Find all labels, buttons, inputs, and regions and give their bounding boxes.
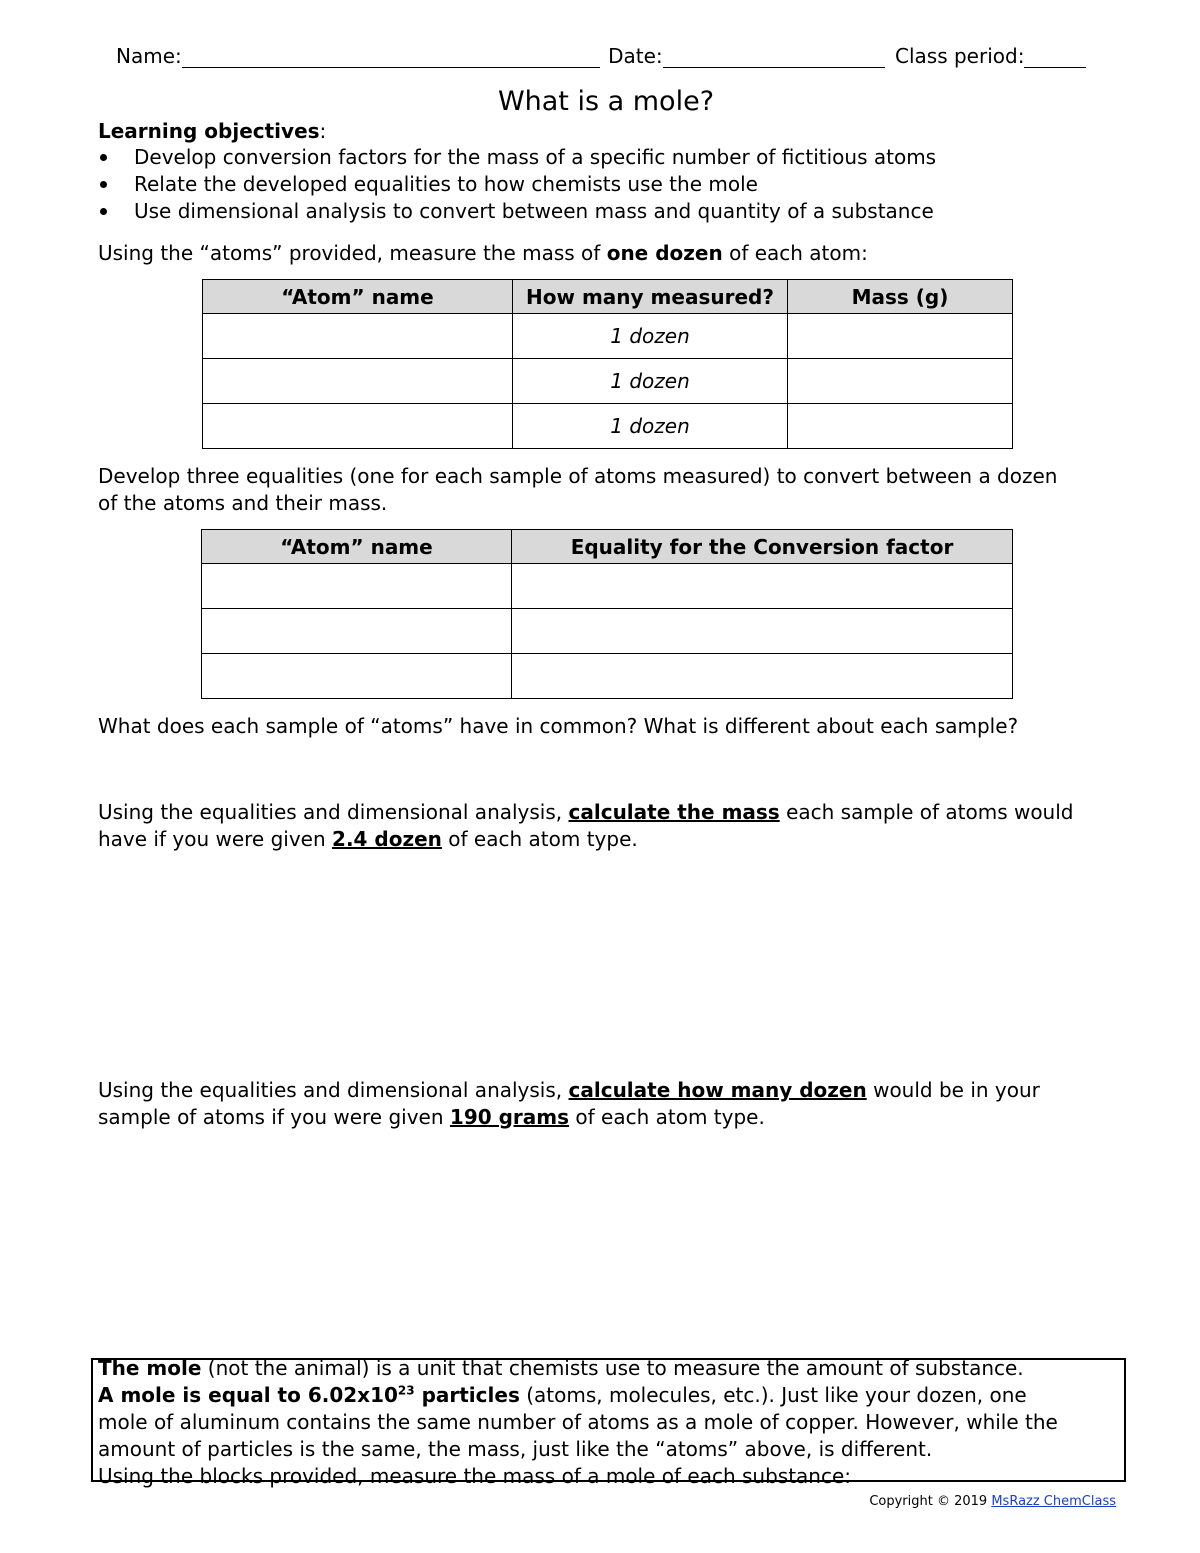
mass-table xyxy=(202,279,1013,449)
table-row xyxy=(202,654,1013,699)
question-common: What does each sample of “atoms” have in common? What is different about each sample? xyxy=(98,714,1019,738)
table-row xyxy=(203,404,1013,449)
table-row xyxy=(202,609,1013,654)
instruction-equalities-line1: Develop three equalities (one for each sample of atoms measured) to convert between a dozen xyxy=(98,464,1058,488)
question-calc-mass-line1: Using the equalities and dimensional analysis, calculate the mass each sample of atoms would xyxy=(98,800,1074,824)
list-item: Develop conversion factors for the mass of a specific number of fictitious atoms xyxy=(98,144,936,171)
copyright-text: Copyright © 2019 xyxy=(869,1494,992,1509)
atom-name-cell[interactable] xyxy=(203,314,513,359)
mole-box-line4: amount of particles is the same, the mass, just like the “atoms” above, is different. xyxy=(98,1437,933,1461)
list-item: Relate the developed equalities to how chemists use the mole xyxy=(98,171,936,198)
equality-cell[interactable] xyxy=(512,609,1013,654)
equality-table xyxy=(201,529,1013,699)
quantity-cell: 1 dozen xyxy=(513,359,788,404)
period-label: Class period: xyxy=(895,44,1025,68)
mass-cell[interactable] xyxy=(788,404,1013,449)
list-item: Use dimensional analysis to convert between mass and quantity of a substance xyxy=(98,198,936,225)
date-label: Date: xyxy=(608,44,663,68)
column-header: “Atom” name xyxy=(203,280,513,314)
instruction-measure: Using the “atoms” provided, measure the mass of one dozen of each atom: xyxy=(98,241,868,265)
bullet-icon xyxy=(100,208,107,215)
copyright-footer xyxy=(869,1494,1116,1509)
date-blank[interactable] xyxy=(663,49,885,68)
column-header: “Atom” name xyxy=(202,530,512,564)
table-header-row xyxy=(203,280,1013,314)
column-header: Equality for the Conversion factor xyxy=(512,530,1013,564)
atom-name-cell[interactable] xyxy=(203,359,513,404)
name-label: Name: xyxy=(116,44,182,68)
header-row xyxy=(116,44,1086,68)
table-row xyxy=(203,314,1013,359)
bullet-icon xyxy=(100,154,107,161)
atom-name-cell[interactable] xyxy=(203,404,513,449)
objectives-heading-row xyxy=(98,119,326,143)
objectives-colon: : xyxy=(319,119,327,143)
objectives-heading: Learning objectives xyxy=(98,119,320,143)
table-row xyxy=(203,359,1013,404)
question-calc-dozen-line2: sample of atoms if you were given 190 grams of each atom type. xyxy=(98,1105,765,1129)
table-header-row xyxy=(202,530,1013,564)
copyright-link[interactable]: MsRazz ChemClass xyxy=(991,1494,1116,1509)
equality-cell[interactable] xyxy=(512,564,1013,609)
objectives-list xyxy=(98,144,936,225)
mole-box-line1: The mole (not the animal) is a unit that chemists use to measure the amount of substance. xyxy=(98,1356,1024,1380)
equality-cell[interactable] xyxy=(512,654,1013,699)
question-calc-mass-line2: have if you were given 2.4 dozen of each atom type. xyxy=(98,827,638,851)
atom-name-cell[interactable] xyxy=(202,609,512,654)
atom-name-cell[interactable] xyxy=(202,654,512,699)
question-calc-dozen-line1: Using the equalities and dimensional analysis, calculate how many dozen would be in your xyxy=(98,1078,1040,1102)
column-header: Mass (g) xyxy=(788,280,1013,314)
quantity-cell: 1 dozen xyxy=(513,404,788,449)
bullet-icon xyxy=(100,181,107,188)
quantity-cell: 1 dozen xyxy=(513,314,788,359)
instruction-equalities-line2: of the atoms and their mass. xyxy=(98,491,388,515)
mole-box-line5: Using the blocks provided, measure the mass of a mole of each substance: xyxy=(98,1464,852,1488)
mass-cell[interactable] xyxy=(788,359,1013,404)
atom-name-cell[interactable] xyxy=(202,564,512,609)
mole-box-line3: mole of aluminum contains the same number of atoms as a mole of copper. However, while the xyxy=(98,1410,1058,1434)
mass-cell[interactable] xyxy=(788,314,1013,359)
mole-box-line2: A mole is equal to $6.02x10^{23}$ particles (atoms, molecules, etc.). Just like your dozen, one xyxy=(98,1383,1027,1407)
column-header: How many measured? xyxy=(513,280,788,314)
page-title: What is a mole? xyxy=(497,86,715,117)
period-blank[interactable] xyxy=(1024,49,1086,68)
name-blank[interactable] xyxy=(182,49,600,68)
table-row xyxy=(202,564,1013,609)
